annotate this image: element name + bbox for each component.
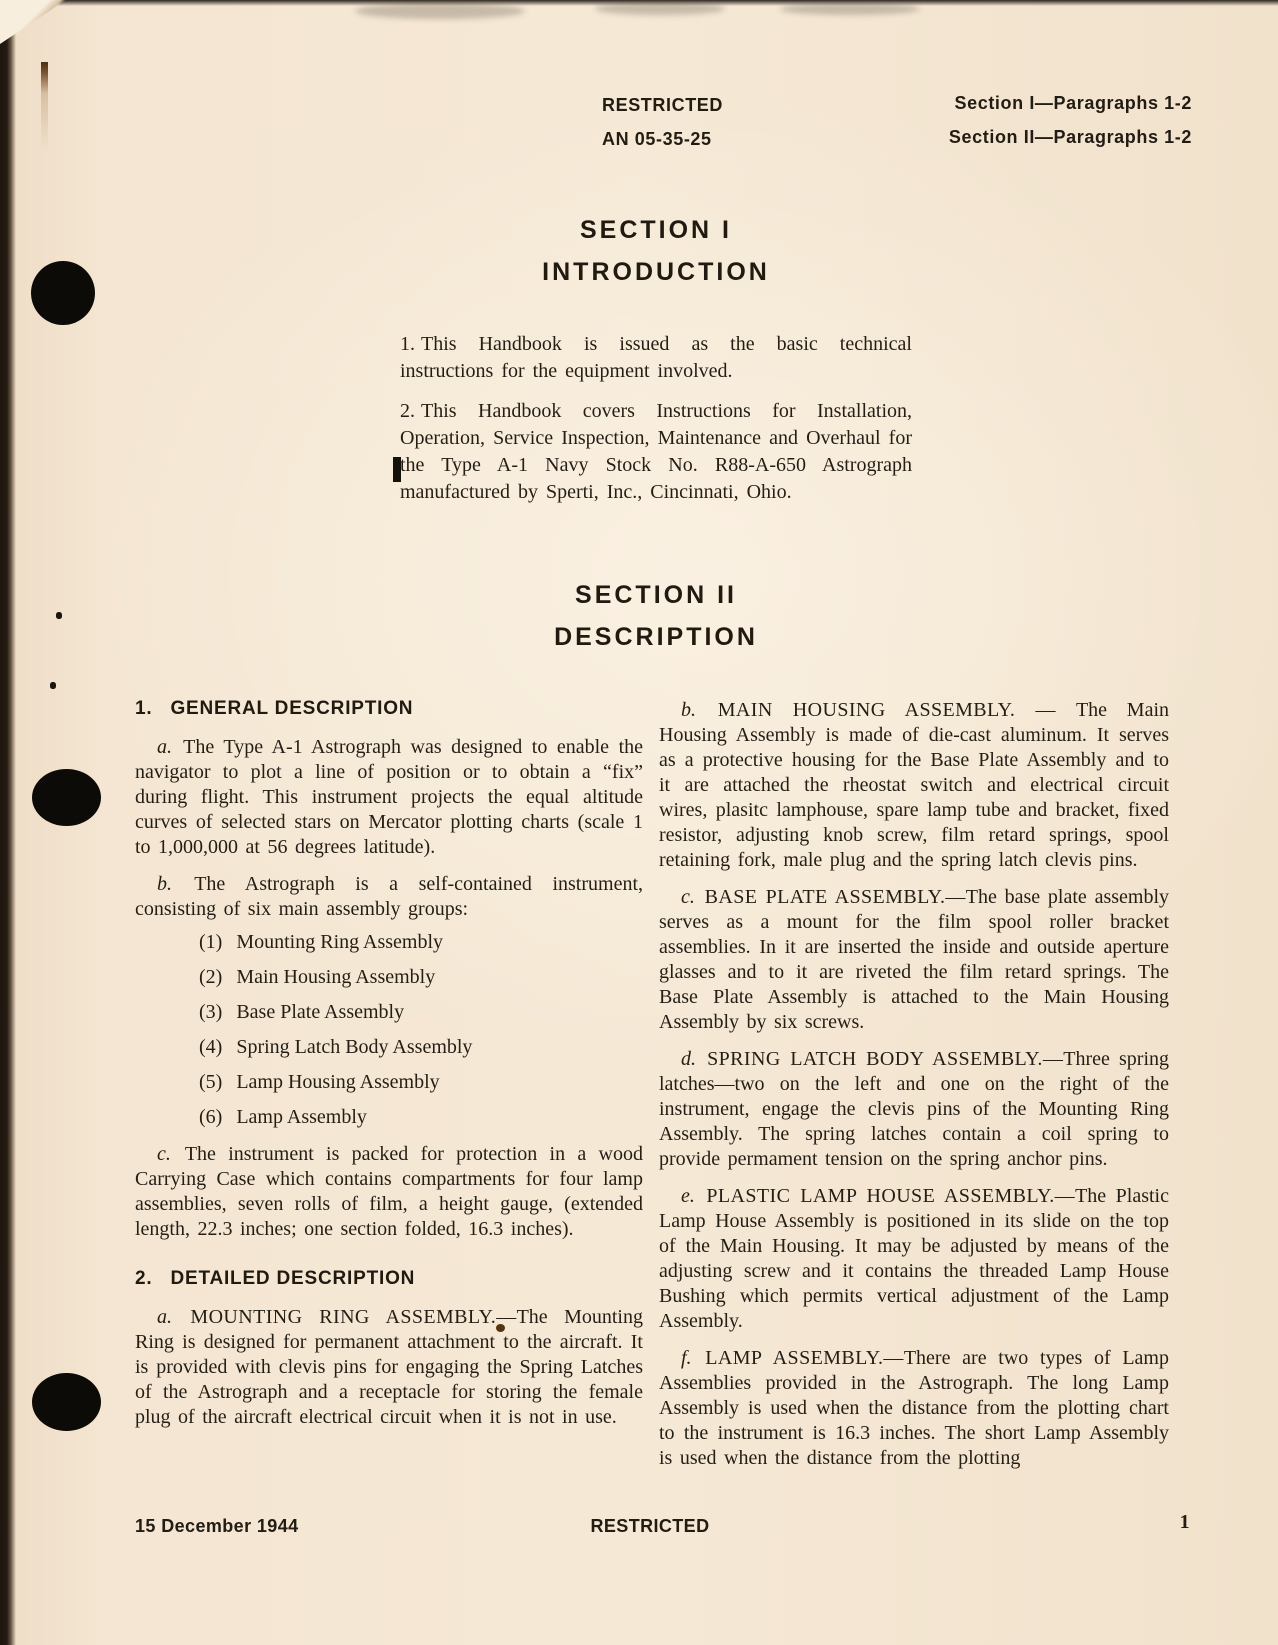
heading-detailed-description bbox=[135, 1268, 643, 1290]
header-left bbox=[602, 88, 723, 156]
paragraph-topic: BASE PLATE ASSEMBLY.— bbox=[704, 886, 966, 908]
paragraph-text: The base plate assembly serves as a mount for the film spool roller bracket assemblies. In it are inserted the inside and outside aperture glasses and to it are riveted the film retard springs. The Base Plate Assembly is attached to the Main Housing Assembly by six screws. bbox=[659, 886, 1170, 1033]
intro-paragraph-2 bbox=[400, 398, 912, 506]
scan-smudge bbox=[780, 3, 920, 15]
list-item-label: Lamp Housing Assembly bbox=[236, 1071, 440, 1093]
list-item bbox=[199, 1000, 643, 1025]
document-number: AN 05-35-25 bbox=[602, 129, 712, 149]
paragraph-text: The Mounting Ring is designed for permanent attachment to the aircraft. It is provided with clevis pins for engaging the Spring Latches of the Astrograph and a receptacle for storing the female plug of the aircraft electrical circuit when it is not in use. bbox=[135, 1306, 643, 1428]
section-reference-1: Section I—Paragraphs 1-2 bbox=[954, 93, 1192, 113]
paragraph-letter: a. bbox=[157, 1306, 172, 1328]
list-item-label: Base Plate Assembly bbox=[236, 1001, 405, 1023]
paragraph-2d-spring-latch bbox=[659, 1047, 1169, 1172]
list-item bbox=[199, 1035, 643, 1060]
intro-paragraph-1 bbox=[400, 331, 912, 385]
paragraph-topic: LAMP ASSEMBLY.— bbox=[705, 1347, 904, 1369]
paragraph-text: The instrument is packed for protection in a wood Carrying Case which contains compartments for four lamp assemblies, seven rolls of film, a height gauge, (extended length, 22.3 inches; one section folded, 16.3 inches). bbox=[135, 1143, 643, 1240]
list-item-label: Mounting Ring Assembly bbox=[236, 931, 444, 953]
paragraph-text: Three spring latches—two on the left and one on the right of the instrument, engage the clevis pins of the Mounting Ring Assembly. The spring latches contain a coil spring to provide permament tension on the spring anchor pins. bbox=[659, 1048, 1170, 1170]
paragraph-1a bbox=[135, 735, 643, 860]
section-1-subtitle: INTRODUCTION bbox=[542, 258, 770, 286]
paragraph-2a-mounting-ring bbox=[135, 1305, 643, 1430]
paragraph-number: 2. bbox=[400, 400, 415, 422]
paragraph-2f-lamp-assembly bbox=[659, 1346, 1169, 1471]
paragraph-letter: d. bbox=[681, 1048, 696, 1070]
heading-label: GENERAL DESCRIPTION bbox=[170, 698, 414, 719]
list-item-number: (1) bbox=[199, 931, 223, 953]
introduction-block bbox=[400, 331, 912, 519]
heading-general-description bbox=[135, 698, 643, 720]
section-2-subtitle: DESCRIPTION bbox=[554, 623, 758, 651]
heading-number: 1. bbox=[135, 698, 153, 719]
footer-date: 15 December 1944 bbox=[135, 1516, 299, 1536]
paragraph-1c bbox=[135, 1142, 643, 1242]
ink-speck bbox=[56, 612, 62, 619]
paragraph-topic: SPRING LATCH BODY ASSEMBLY.— bbox=[707, 1048, 1064, 1070]
ink-speck bbox=[50, 682, 56, 689]
paragraph-letter: b. bbox=[157, 873, 172, 895]
paragraph-letter: c. bbox=[681, 886, 695, 908]
paragraph-text: The Type A-1 Astrograph was designed to enable the navigator to plot a line of position or to obtain a “fix” during flight. This instrument projects the equal altitude curves of selected stars on Mercator plotting charts (scale 1 to 1,000,000 at 56 degrees latitude). bbox=[135, 736, 644, 858]
list-item bbox=[199, 1105, 643, 1130]
paragraph-letter: a. bbox=[157, 736, 172, 758]
list-item-number: (2) bbox=[199, 966, 223, 988]
section-1-title: SECTION I bbox=[579, 216, 732, 244]
paragraph-letter: b. bbox=[681, 699, 696, 721]
paragraph-1b bbox=[135, 872, 643, 922]
list-item bbox=[199, 965, 643, 990]
classification-header: RESTRICTED bbox=[602, 95, 724, 115]
paragraph-text: This Handbook is issued as the basic technical instructions for the equipment involved. bbox=[400, 333, 912, 382]
punch-hole bbox=[32, 1373, 101, 1431]
paragraph-2b-main-housing bbox=[659, 698, 1169, 873]
page-number: 1 bbox=[1179, 1511, 1190, 1533]
paragraph-topic: MOUNTING RING ASSEMBLY.— bbox=[190, 1306, 517, 1328]
list-item-number: (5) bbox=[199, 1071, 223, 1093]
scan-left-edge bbox=[0, 0, 16, 1645]
right-column bbox=[659, 698, 1169, 1483]
assembly-group-list bbox=[199, 930, 643, 1130]
paragraph-text: The Plastic Lamp House Assembly is positioned in its slide on the top of the Main Housing. It may be adjusted by means of the adjusting screw and it contains the threaded Lamp House Bushing which permits vertical adjustment of the Lamp Assembly. bbox=[659, 1185, 1169, 1332]
scan-smudge bbox=[595, 2, 725, 15]
list-item-label: Main Housing Assembly bbox=[236, 966, 436, 988]
tear-mark bbox=[41, 62, 48, 152]
left-column bbox=[135, 698, 643, 1442]
punch-hole bbox=[31, 261, 95, 325]
footer-classification: RESTRICTED bbox=[590, 1516, 710, 1536]
paragraph-text: This Handbook covers Instructions for Installation, Operation, Service Inspection, Maintenance and Overhaul for the Type A-1 Navy Stock No. R88-A-650 Astrograph manufactured by Sperti, Inc., Cincinnati, Ohio. bbox=[400, 400, 912, 503]
paragraph-text: The Main Housing Assembly is made of die-cast aluminum. It serves as a protective housing for the Base Plate Assembly and to it are attached the rheostat switch and electrical circuit wires, plasitc lamphouse, spare lamp tube and bracket, fixed resistor, adjusting knob screw, film retard springs, spool retaining fork, male plug and the spring latch clevis pins. bbox=[659, 699, 1170, 871]
list-item-label: Spring Latch Body Assembly bbox=[236, 1036, 473, 1058]
punch-hole bbox=[32, 769, 101, 826]
list-item bbox=[199, 930, 643, 955]
list-item-number: (4) bbox=[199, 1036, 223, 1058]
list-item-number: (3) bbox=[199, 1001, 223, 1023]
paragraph-number: 1. bbox=[400, 333, 415, 355]
paragraph-topic: PLASTIC LAMP HOUSE ASSEMBLY.— bbox=[706, 1185, 1076, 1207]
list-item bbox=[199, 1070, 643, 1095]
paragraph-letter: f. bbox=[681, 1347, 692, 1369]
list-item-label: Lamp Assembly bbox=[236, 1106, 367, 1128]
heading-number: 2. bbox=[135, 1268, 153, 1289]
paragraph-text: The Astrograph is a self-contained instrument, consisting of six main assembly groups: bbox=[135, 873, 644, 920]
heading-label: DETAILED DESCRIPTION bbox=[170, 1268, 416, 1289]
paragraph-letter: c. bbox=[157, 1143, 171, 1165]
section-2-title: SECTION II bbox=[575, 581, 737, 609]
paragraph-topic: MAIN HOUSING ASSEMBLY. — bbox=[717, 699, 1076, 721]
paragraph-text: There are two types of Lamp Assemblies provided in the Astrograph. The long Lamp Assembly is used when the distance from the plotting chart to the instrument is 16.3 inches. The short Lamp Assembly is used when the distance from the plotting bbox=[659, 1347, 1169, 1469]
section-reference-2: Section II—Paragraphs 1-2 bbox=[948, 127, 1192, 147]
paragraph-letter: e. bbox=[681, 1185, 695, 1207]
list-item-number: (6) bbox=[199, 1106, 223, 1128]
header-right bbox=[949, 86, 1192, 154]
paragraph-2e-plastic-lamp-house bbox=[659, 1184, 1169, 1334]
paragraph-2c-base-plate bbox=[659, 885, 1169, 1035]
scan-smudge bbox=[355, 3, 525, 19]
